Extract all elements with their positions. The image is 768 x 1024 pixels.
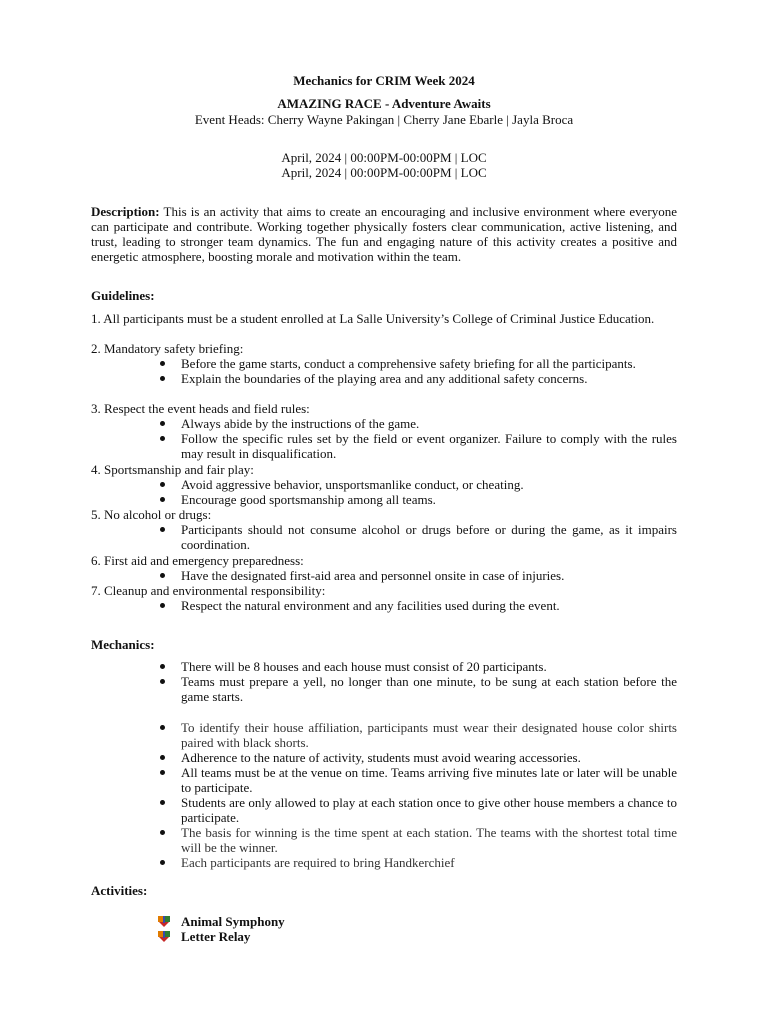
- guideline-7-bullets: [155, 598, 677, 613]
- arrow-down-icon: [158, 916, 170, 928]
- description-label: Description:: [91, 204, 160, 219]
- list-item: Explain the boundaries of the playing area and any additional safety concerns.: [155, 371, 677, 386]
- activities-heading: Activities:: [91, 883, 148, 898]
- guideline-1: 1. All participants must be a student enrolled at La Salle University’s College of Criminal Justice Education.: [91, 311, 655, 326]
- list-item: Always abide by the instructions of the game.: [155, 416, 677, 431]
- list-item: Respect the natural environment and any facilities used during the event.: [155, 598, 677, 613]
- list-item: Encourage good sportsmanship among all teams.: [155, 492, 677, 507]
- activity-label: Animal Symphony: [181, 914, 285, 929]
- guideline-6: 6. First aid and emergency preparedness:: [91, 553, 304, 568]
- description-text: This is an activity that aims to create an encouraging and inclusive environment where everyone can participate and contribute. Working together physically fosters clear communication, active listening, and trust, leading to stronger team dynamics. The fun and engaging nature of this activity creates a positive and energetic atmosphere, boosting morale and motivation within the team.: [91, 204, 677, 264]
- list-item: To identify their house affiliation, participants must wear their designated house color shirts paired with black shorts.: [155, 720, 677, 750]
- list-item: Participants should not consume alcohol or drugs before or during the game, as it impairs coordination.: [155, 522, 677, 552]
- list-item: Before the game starts, conduct a comprehensive safety briefing for all the participants.: [155, 356, 677, 371]
- schedule-line-2: April, 2024 | 00:00PM-00:00PM | LOC: [281, 165, 487, 180]
- guideline-6-bullets: [155, 568, 677, 583]
- guidelines-heading: Guidelines:: [91, 288, 155, 303]
- guideline-4-bullets: [155, 477, 677, 507]
- list-item: Adherence to the nature of activity, students must avoid wearing accessories.: [155, 750, 677, 765]
- mechanics-bullets-1: [155, 659, 677, 704]
- list-item: Each participants are required to bring Handkerchief: [155, 855, 677, 870]
- mechanics-bullets-2: [155, 720, 677, 870]
- list-item: [155, 929, 677, 944]
- list-item: There will be 8 houses and each house must consist of 20 participants.: [155, 659, 677, 674]
- guideline-5-bullets: [155, 522, 677, 552]
- activities-list: [155, 914, 677, 944]
- list-item: All teams must be at the venue on time. Teams arriving five minutes late or later will be unable to participate.: [155, 765, 677, 795]
- list-item: Teams must prepare a yell, no longer than one minute, to be sung at each station before the game starts.: [155, 674, 677, 704]
- schedule-line-1: April, 2024 | 00:00PM-00:00PM | LOC: [281, 150, 487, 165]
- list-item: [155, 914, 677, 929]
- list-item: The basis for winning is the time spent at each station. The teams with the shortest total time will be the winner.: [155, 825, 677, 855]
- guideline-2-bullets: [155, 356, 677, 386]
- document-title: Mechanics for CRIM Week 2024: [293, 73, 475, 88]
- guideline-7: 7. Cleanup and environmental responsibility:: [91, 583, 326, 598]
- description-paragraph: [91, 204, 677, 264]
- list-item: Students are only allowed to play at each station once to give other house members a chance to participate.: [155, 795, 677, 825]
- guideline-4: 4. Sportsmanship and fair play:: [91, 462, 254, 477]
- list-item: Follow the specific rules set by the field or event organizer. Failure to comply with the rules may result in disqualification.: [155, 431, 677, 461]
- guideline-3-bullets: [155, 416, 677, 461]
- list-item: Have the designated first-aid area and personnel onsite in case of injuries.: [155, 568, 677, 583]
- activity-label: Letter Relay: [181, 929, 251, 944]
- event-name: AMAZING RACE - Adventure Awaits: [277, 96, 491, 111]
- guideline-3: 3. Respect the event heads and field rules:: [91, 401, 310, 416]
- mechanics-heading: Mechanics:: [91, 637, 155, 652]
- event-heads: Event Heads: Cherry Wayne Pakingan | Cherry Jane Ebarle | Jayla Broca: [194, 112, 574, 127]
- guideline-5: 5. No alcohol or drugs:: [91, 507, 212, 522]
- arrow-down-icon: [158, 931, 170, 943]
- list-item: Avoid aggressive behavior, unsportsmanlike conduct, or cheating.: [155, 477, 677, 492]
- guideline-2: 2. Mandatory safety briefing:: [91, 341, 244, 356]
